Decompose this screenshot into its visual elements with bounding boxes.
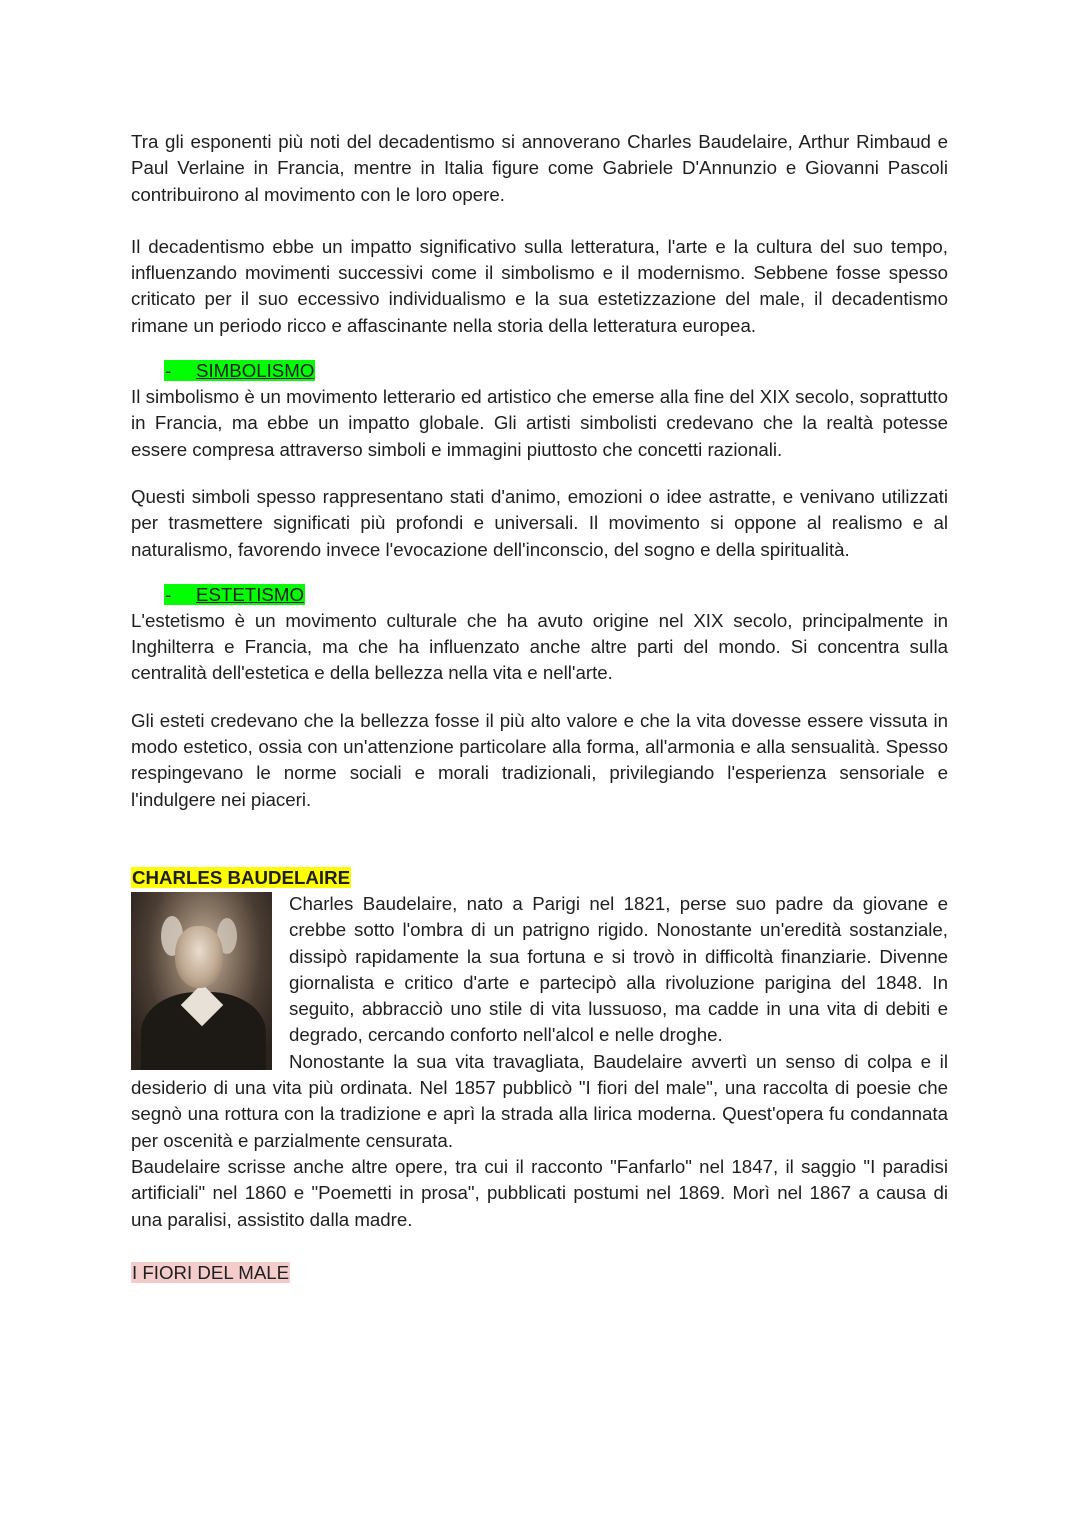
estetismo-paragraph-1: L'estetismo è un movimento culturale che ha avuto origine nel XIX secolo, principalmente in Inghilterra e Francia, ma che ha influenzato anche altre parti del mondo. Si concentra sulla centralità dell'estetica e della bellezza nella vita e nell'arte. (131, 609, 948, 684)
estetismo-highlight (164, 584, 305, 605)
baudelaire-bio (131, 891, 948, 1233)
baudelaire-paragraph-2: Nonostante la sua vita travagliata, Baudelaire avvertì un senso di colpa e il desiderio di una vita più ordinata. Nel 1857 pubblicò "I fiori del male", una raccolta di poesie che segnò una rottura con la tradizione e aprì la strada alla lirica moderna. Quest'opera fu condannata per oscenità e parzialmente censurata. (131, 1050, 948, 1151)
fiori-title: I FIORI DEL MALE (132, 1261, 290, 1283)
intro-paragraph-2: Il decadentismo ebbe un impatto significativo sulla letteratura, l'arte e la cultura del suo tempo, influenzando movimenti successivi come il simbolismo e il modernismo. Sebbene fosse spesso criticato per il suo eccessivo individualismo e la sua estetizzazione del male, il decadentismo rimane un periodo ricco e affascinante nella storia della letteratura europea. (131, 235, 948, 336)
simbolismo-heading (164, 358, 948, 384)
baudelaire-portrait (131, 892, 272, 1070)
estetismo-heading (164, 582, 948, 608)
bullet-dash: - (165, 583, 172, 605)
estetismo-paragraph-2: Gli esteti credevano che la bellezza fosse il più alto valore e che la vita dovesse essere vissuta in modo estetico, ossia con un'attenzione particolare alla forma, all'armonia e alla sensualità. Spesso respingevano le norme sociali e morali tradizionali, privilegiando l'esperienza sensoriale e l'indulgere nei piaceri. (131, 709, 948, 810)
baudelaire-heading (131, 864, 948, 891)
baudelaire-paragraph-1: Charles Baudelaire, nato a Parigi nel 1821, perse suo padre da giovane e crebbe sotto l'ombra di un patrigno rigido. Nonostante un'eredità sostanziale, dissipò rapidamente la sua fortuna e si trovò in difficoltà finanziarie. Divenne giornalista e critico d'arte e partecipò alla rivoluzione parigina del 1848. In seguito, abbracciò uno stile di vita lussuoso, ma cadde in una vita di debiti e degrado, cercando conforto nell'alcol e nelle droghe. (289, 892, 948, 1046)
bullet-dash: - (165, 360, 172, 382)
simbolismo-highlight (164, 360, 315, 381)
estetismo-title: ESTETISMO (196, 583, 304, 605)
simbolismo-title: SIMBOLISMO (196, 360, 315, 382)
document-content (131, 129, 948, 1286)
fiori-heading (131, 1259, 948, 1286)
portrait-face (175, 926, 223, 988)
intro-paragraph-1: Tra gli esponenti più noti del decadentismo si annoverano Charles Baudelaire, Arthur Rimbaud e Paul Verlaine in Francia, mentre in Italia figure come Gabriele D'Annunzio e Giovanni Pascoli contribuirono al movimento con le loro opere. (131, 131, 948, 205)
simbolismo-paragraph-2: Questi simboli spesso rappresentano stati d'animo, emozioni o idee astratte, e venivano utilizzati per trasmettere significati più profondi e universali. Il movimento si oppone al realismo e al naturalismo, favorendo invece l'evocazione dell'inconscio, del sogno e della spiritualità. (131, 485, 948, 560)
baudelaire-title: CHARLES BAUDELAIRE (132, 866, 351, 888)
simbolismo-paragraph-1: Il simbolismo è un movimento letterario ed artistico che emerse alla fine del XIX secolo, soprattutto in Francia, ma ebbe un impatto globale. Gli artisti simbolisti credevano che la realtà potesse essere compresa attraverso simboli e immagini piuttosto che concetti razionali. (131, 386, 948, 460)
baudelaire-paragraph-3: Baudelaire scrisse anche altre opere, tra cui il racconto "Fanfarlo" nel 1847, il saggio "I paradisi artificiali" nel 1860 e "Poemetti in prosa", pubblicati postumi nel 1869. Morì nel 1867 a causa di una paralisi, assistito dalla madre. (131, 1155, 948, 1230)
